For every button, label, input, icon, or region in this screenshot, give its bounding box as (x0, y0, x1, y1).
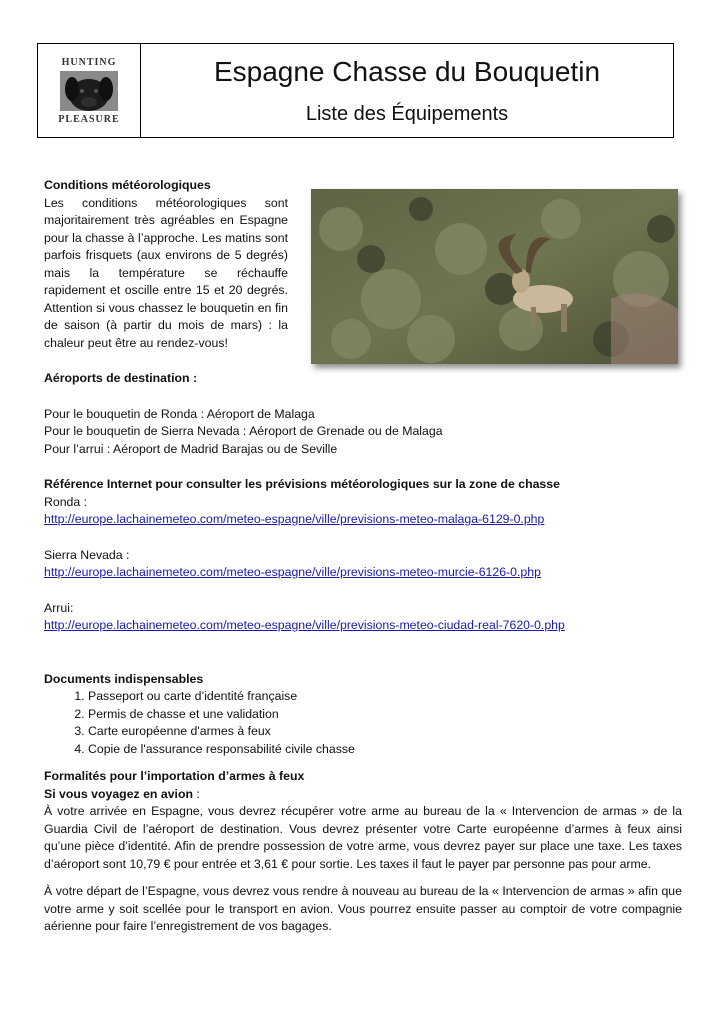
forecast-link-ronda[interactable]: http://europe.lachainemeteo.com/meteo-espagne/ville/previsions-meteo-malaga-6129-0.php (44, 512, 545, 526)
forecast-label-ronda: Ronda : (44, 494, 88, 509)
weather-section (44, 177, 682, 352)
page-subtitle: Liste des Équipements (305, 102, 509, 125)
list-item: 1. Passeport ou carte d’identité française (88, 688, 682, 706)
hunting-pleasure-logo (38, 44, 141, 137)
import-subheading-suffix: : (192, 786, 200, 801)
forecast-label-arrui: Arrui: (44, 600, 74, 615)
logo-bottom-text: PLEASURE (58, 113, 120, 125)
import-heading: Formalités pour l’importation d’armes à feux (44, 769, 305, 783)
airports-section (44, 370, 682, 458)
import-paragraph-departure: À votre départ de l’Espagne, vous devrez vous rendre à nouveau au bureau de la « Intervencion de armas » afin que votre arme y soit scellée pour le transport en avion. Vous pourrez ensuite passer au comptoir de votre compagnie aérienne pour faire l’enregistrement de vos bagages. (44, 884, 682, 933)
logo-top-text: HUNTING (61, 56, 117, 68)
forecast-heading: Référence Internet pour consulter les prévisions météorologiques sur la zone de chasse (44, 477, 560, 491)
document-header (37, 43, 674, 138)
weather-text: Les conditions météorologiques sont majoritairement très agréables en Espagne pour la chasse à l’approche. Les matins sont parfois frisquets (aux environs de 5 degrés) mais la température se réchauffe rapidement et oscille entre 15 et 20 degrés. Attention si vous chassez le bouquetin en fin de saison (à partir du mois de mars) : la chaleur peut être au rendez-vous! (44, 195, 288, 350)
list-item: 3. Carte européenne d'armes à feux (88, 723, 682, 741)
documents-section (44, 671, 682, 759)
import-subheading: Si vous voyagez en avion (44, 786, 193, 801)
weather-heading: Conditions météorologiques (44, 178, 211, 192)
import-paragraph-arrival: À votre arrivée en Espagne, vous devrez récupérer votre arme au bureau de la « Intervencion de armas » de la Guardia Civil de l’aéroport de destination. Vous devrez présenter votre Carte européenne d’armes à feux ainsi qu’une pièce d’identité. Afin de prendre possession de votre arme, vous devrez payer sur place une taxe. Les taxes d’aéroport sont 10,79 € pour entrée et 3,61 € pour sortie. Les taxes il faut le payer par personne pas pour arme. (44, 804, 682, 871)
import-section (44, 768, 682, 936)
documents-list (44, 688, 682, 758)
list-item: 4. Copie de l'assurance responsabilité civile chasse (88, 741, 682, 759)
airports-heading: Aéroports de destination : (44, 371, 198, 385)
list-item: 2. Permis de chasse et une validation (88, 706, 682, 724)
airport-line: Pour le bouquetin de Sierra Nevada : Aéroport de Grenade ou de Malaga (44, 424, 443, 438)
document-body (44, 177, 682, 936)
forecast-label-sierra-nevada: Sierra Nevada : (44, 547, 130, 562)
airport-line: Pour l’arrui : Aéroport de Madrid Barajas ou de Seville (44, 441, 338, 456)
forecast-section (44, 476, 682, 635)
dog-logo-image (60, 71, 118, 111)
page-title: Espagne Chasse du Bouquetin (213, 55, 601, 87)
forecast-link-arrui[interactable]: http://europe.lachainemeteo.com/meteo-espagne/ville/previsions-meteo-ciudad-real-7620-0.php (44, 618, 565, 632)
title-cell (141, 44, 673, 137)
forecast-link-sierra-nevada[interactable]: http://europe.lachainemeteo.com/meteo-espagne/ville/previsions-meteo-murcie-6126-0.php (44, 565, 541, 579)
airport-line: Pour le bouquetin de Ronda : Aéroport de Malaga (44, 406, 315, 421)
documents-heading: Documents indispensables (44, 671, 204, 686)
